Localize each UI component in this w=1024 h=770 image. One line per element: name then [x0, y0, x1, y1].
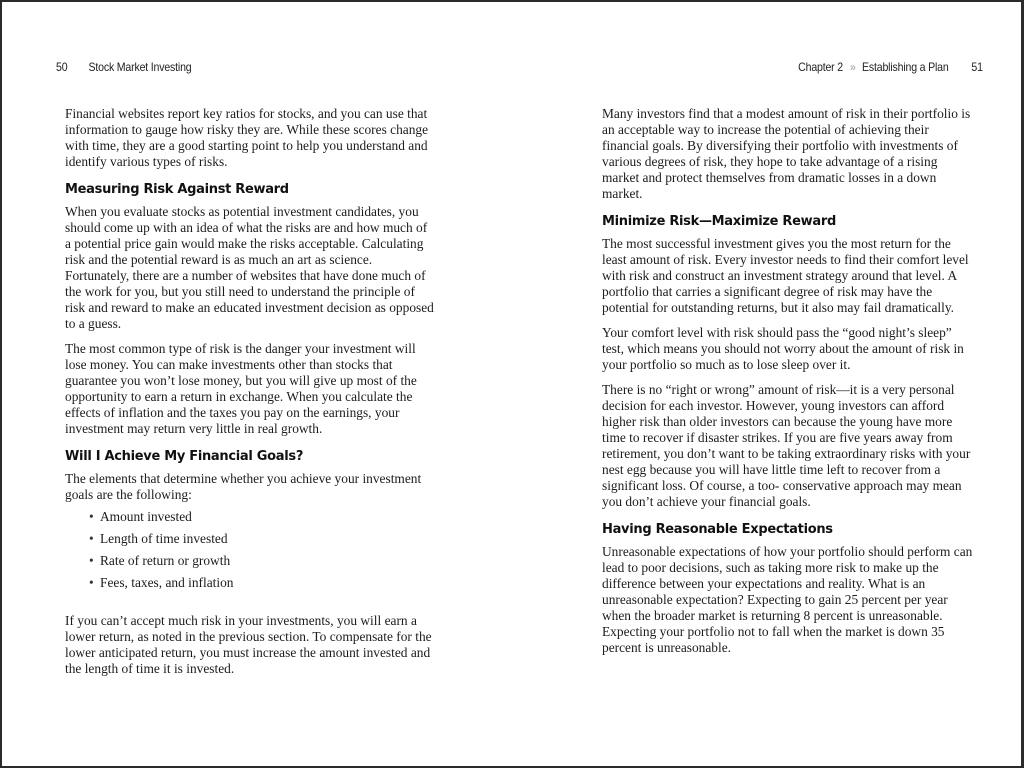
list-item: • Amount invested — [89, 509, 192, 524]
list-item: • Fees, taxes, and inflation — [89, 575, 234, 590]
paragraph: Your comfort level with risk should pass the “good night’s sleep” test, which means you should not worry about the amount of risk in your portfolio so much as to lose sleep over it. — [602, 325, 964, 372]
bullet-icon: • — [89, 575, 94, 590]
bullet-icon: • — [89, 531, 94, 546]
paragraph: The elements that determine whether you achieve your investment goals are the following: — [65, 471, 422, 502]
left-running-head — [56, 60, 191, 74]
chapter-label: Chapter 2 — [798, 60, 844, 74]
section-heading-measuring-risk: Measuring Risk Against Reward — [65, 182, 289, 197]
left-page-number: 50 — [56, 60, 68, 74]
paragraph: Unreasonable expectations of how your portfolio should perform can lead to poor decisions, such as taking more risk to make up the difference between your expectations and reality. What is an unreasonable expectation? Expecting to gain 25 percent per year when the broader market is returning 8 percent is unreasonable. Expecting your portfolio not to fall when the market is down 35 percent is unreasonable. — [602, 544, 973, 655]
right-page-number: 51 — [971, 60, 983, 74]
book-title: Stock Market Investing — [88, 60, 192, 74]
right-page-body — [602, 106, 974, 665]
paragraph: There is no “right or wrong” amount of risk—it is a very personal decision for each investor. However, young investors can afford higher risk than older investors can because the young have more time to recover if disaster strikes. If you are five years away from retirement, you don’t want to be taking extraordinary risks with your nest egg because you will have little time left to recover from a significant loss. Of course, a too- conservative approach may mean you don’t achieve your financial goals. — [602, 382, 971, 509]
left-page — [2, 2, 514, 770]
left-page-body — [65, 106, 435, 686]
paragraph: If you can’t accept much risk in your investments, you will earn a lower return, as noted in the previous section. To compensate for the lower anticipated return, you must increase the amount invested and the length of time it is invested. — [65, 613, 432, 676]
list-item: • Rate of return or growth — [89, 553, 231, 568]
paragraph: The most successful investment gives you the most return for the least amount of risk. Every investor needs to find their comfort level with risk and construct an investment strategy around that level. A portfolio that carries a significant degree of risk may have the potential for outstanding returns, but it also may fail dramatically. — [602, 236, 969, 315]
double-chevron-icon: » — [850, 60, 856, 74]
section-heading-financial-goals: Will I Achieve My Financial Goals? — [65, 449, 304, 464]
goal-elements-list — [65, 509, 435, 591]
right-page — [514, 2, 1024, 770]
section-heading-minimize-risk: Minimize Risk—Maximize Reward — [602, 214, 836, 229]
bullet-icon: • — [89, 509, 94, 524]
chapter-title: Establishing a Plan — [862, 60, 949, 74]
section-heading-reasonable-expectations: Having Reasonable Expectations — [602, 522, 833, 537]
paragraph: Many investors find that a modest amount of risk in their portfolio is an acceptable way to increase the potential of achieving their financial goals. By diversifying their portfolio with investments of various degrees of risk, they hope to take advantage of a rising market and protect themselves from dramatic losses in a down market. — [602, 106, 971, 201]
right-running-head — [798, 60, 983, 74]
list-item: • Length of time invested — [89, 531, 228, 546]
paragraph: When you evaluate stocks as potential investment candidates, you should come up with an idea of what the risks are and how much of a potential price gain would make the risks acceptable. Calculating risk and the potential reward is as much an art as science. Fortunately, there are a number of websites that have done much of the work for you, but you still need to understand the principle of risk and reward to make an educated investment decision as opposed to a guess. — [65, 204, 434, 331]
bullet-icon: • — [89, 553, 94, 568]
paragraph: The most common type of risk is the danger your investment will lose money. You can make investments other than stocks that guarantee you won’t lose money, but you will give up most of the opportunity to earn a return in exchange. When you calculate the effects of inflation and the taxes you pay on the earnings, your investment may return very little in real growth. — [65, 341, 417, 436]
paragraph: Financial websites report key ratios for stocks, and you can use that information to gauge how risky they are. While these scores change with time, they are a good starting point to help you understand and identify various types of risks. — [65, 106, 429, 169]
